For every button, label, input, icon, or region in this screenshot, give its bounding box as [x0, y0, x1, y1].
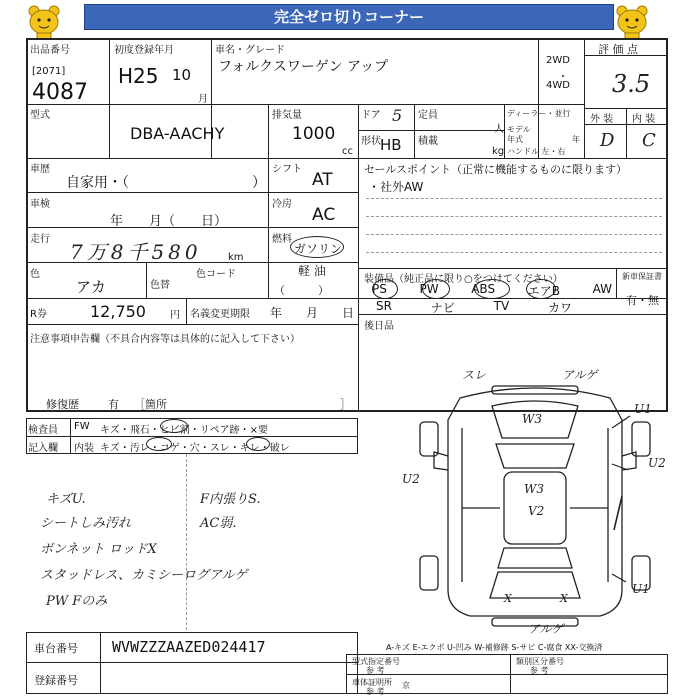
repair-label: 修復歴: [46, 398, 79, 411]
note-right-2: AC弱.: [200, 516, 237, 531]
damage-legend: A-キズ E-エクボ U-凹み W-補修跡 S-サビ C-腐食 XX-交換済: [386, 643, 603, 652]
drive-2wd: 2WD: [546, 55, 570, 66]
inspect-value: 年 月（ 日）: [110, 214, 228, 229]
door-label: ドア: [361, 110, 381, 121]
mileage-value: 7万8千580: [70, 240, 202, 264]
note-line-3: ボンネット ロッドX: [40, 542, 157, 557]
mark-top-left: スレ: [462, 368, 487, 382]
sharyo-label: 車体証明所: [352, 678, 392, 687]
fuel-diesel: 軽 油: [298, 264, 326, 278]
sankou-3: 参 考: [366, 687, 385, 696]
equip-airbag: エアB: [527, 284, 560, 298]
cc-unit: cc: [342, 146, 353, 157]
declare-label: 注意事項申告欄（不具合内容等は具体的に記入して下さい）: [30, 334, 300, 345]
int-grade: C: [642, 130, 656, 151]
door-value: 5: [392, 106, 403, 125]
mark-bottom: アルゲ: [528, 622, 564, 636]
reg-year: H25: [118, 64, 159, 88]
reg-no-label: 登録番号: [34, 674, 78, 687]
katashiki-label: 型式指定番号: [352, 657, 400, 666]
lot-sub: [2071]: [32, 66, 66, 77]
drive-4wd: 4WD: [546, 80, 570, 91]
repair-end: ］: [340, 398, 351, 411]
reg-month: 10: [172, 66, 192, 84]
int-label: 内 装: [632, 114, 656, 125]
color-code: 色コード: [196, 269, 236, 280]
mark-u1-top: U1: [634, 402, 652, 416]
fuel-paren: （ ）: [274, 284, 329, 297]
vin-value: WVWZZZAAZED024417: [112, 638, 266, 656]
meigi-label: 名義変更期限: [190, 309, 250, 320]
lot-number: 4087: [32, 80, 88, 105]
year-unit: 年: [572, 135, 580, 144]
page-title: 完全ゼロ切りコーナー: [273, 8, 424, 26]
fw-label: FW: [74, 421, 90, 432]
ac-value: AC: [312, 205, 336, 225]
car-damage-diagram: [400, 360, 670, 640]
yen-unit: 円: [170, 310, 180, 321]
mark-top-right: アルゲ: [562, 368, 598, 382]
int-items: キズ・汚レ・コゲ・穴・スレ・キレ・破レ: [100, 443, 290, 454]
model-value: DBA-AACHY: [130, 124, 225, 143]
sankou-2: 参 考: [530, 666, 549, 675]
ext-grade: D: [600, 130, 615, 151]
mileage-label: 走行: [30, 234, 50, 245]
mark-u2-left: U2: [402, 472, 420, 486]
mascot-icon: [24, 4, 64, 40]
color-special: 色替: [150, 280, 170, 291]
note-line-2: シートしみ汚れ: [40, 516, 132, 531]
mark-x-left: X: [504, 592, 512, 605]
year-label: 年式: [507, 135, 523, 144]
handle-label: ハンドル 左・右: [507, 147, 566, 156]
person-unit: 人: [494, 124, 504, 135]
km-unit: km: [228, 252, 244, 263]
month-unit: 月: [198, 94, 208, 105]
equip-abs: ABS: [471, 282, 496, 296]
shift-value: AT: [312, 170, 333, 190]
note-line-1: キズU.: [46, 492, 86, 507]
recycle-label: R券: [30, 309, 47, 320]
disp-value: 1000: [292, 124, 336, 144]
mark-v2: V2: [528, 504, 545, 518]
sales-item: ・社外AW: [368, 180, 424, 194]
note-line-4: スタッドレス、カミシーログアルゲ: [40, 568, 248, 583]
fuel-gas: ガソリン: [294, 242, 343, 256]
car-name: フォルクスワーゲン アップ: [218, 59, 389, 75]
ac-label: 冷房: [272, 199, 292, 210]
color-value: アカ: [76, 278, 106, 296]
shift-label: シフト: [272, 164, 302, 175]
inspector-label1: 検査員: [28, 425, 58, 436]
fw-items: キズ・飛石・ヒビ割・リペア跡・×要: [100, 425, 268, 436]
note-right-1: F内張りS.: [200, 492, 261, 507]
recycle-value: 12,750: [90, 302, 146, 321]
mark-x-right: X: [560, 592, 568, 605]
ext-label: 外 装: [590, 114, 614, 125]
dealer-label: ディーラー・並行: [507, 109, 571, 118]
shape-label: 形状: [361, 136, 381, 147]
mark-w3-top: W3: [522, 412, 542, 426]
repair-value: 有: [108, 398, 119, 411]
inspect-label: 車検: [30, 199, 50, 210]
history-value: 自家用・（: [66, 175, 129, 191]
modelyear-label: モデル: [507, 125, 531, 134]
model-label: 型式: [30, 110, 50, 121]
lot-label: 出品番号: [30, 45, 70, 56]
int-inspect-label: 内装: [74, 443, 94, 454]
equip-ps: PS: [372, 282, 387, 296]
inspector-label2: 記入欄: [28, 443, 58, 454]
color-label: 色: [30, 269, 40, 280]
repair-bracket: ［箇所: [134, 398, 167, 411]
mark-u2-right: U2: [648, 456, 666, 470]
warranty-label: 新車保証書: [622, 272, 662, 281]
equip-leather: カワ: [547, 301, 572, 315]
shape-value: HB: [380, 136, 402, 154]
equip-navi: ナビ: [430, 301, 455, 315]
warranty-value: 有・無: [626, 294, 659, 307]
equip-pw: PW: [419, 282, 439, 296]
meigi-value: 年 月 日: [270, 306, 355, 320]
header-bar: [84, 4, 614, 30]
mascot-icon: [612, 4, 652, 40]
mark-w3-mid: W3: [524, 482, 544, 496]
disp-label: 排気量: [272, 110, 302, 121]
sales-label: セールスポイント（正常に機能するものに限ります）: [364, 163, 628, 176]
sankou-1: 参 考: [366, 666, 385, 675]
note-line-5: PW Fのみ: [46, 594, 108, 609]
cap-label: 定員: [418, 110, 438, 121]
rear-label: 後日品: [364, 321, 394, 332]
name-label: 車名・グレード: [215, 45, 285, 56]
score-value: 3.5: [612, 70, 651, 98]
equip-sr: SR: [376, 299, 392, 313]
history-label: 車歴: [30, 164, 50, 175]
load-label: 積載: [418, 136, 438, 147]
fuel-label: 燃料: [272, 234, 292, 245]
kg-unit: kg: [492, 146, 505, 157]
equip-tv: TV: [493, 299, 510, 313]
history-end: ）: [252, 175, 266, 191]
equip-label: 装備品（純正品に限り○をつけてください）: [364, 274, 563, 285]
score-label: 評 価 点: [598, 43, 638, 56]
ruibetsu-label: 類別区分番号: [516, 657, 564, 666]
vin-label: 車台番号: [34, 642, 78, 655]
reg-label: 初度登録年月: [114, 45, 174, 56]
mark-u1-bottom: U1: [632, 582, 650, 596]
equip-aw: AW: [592, 282, 612, 296]
kyou-label: 京: [402, 681, 410, 690]
